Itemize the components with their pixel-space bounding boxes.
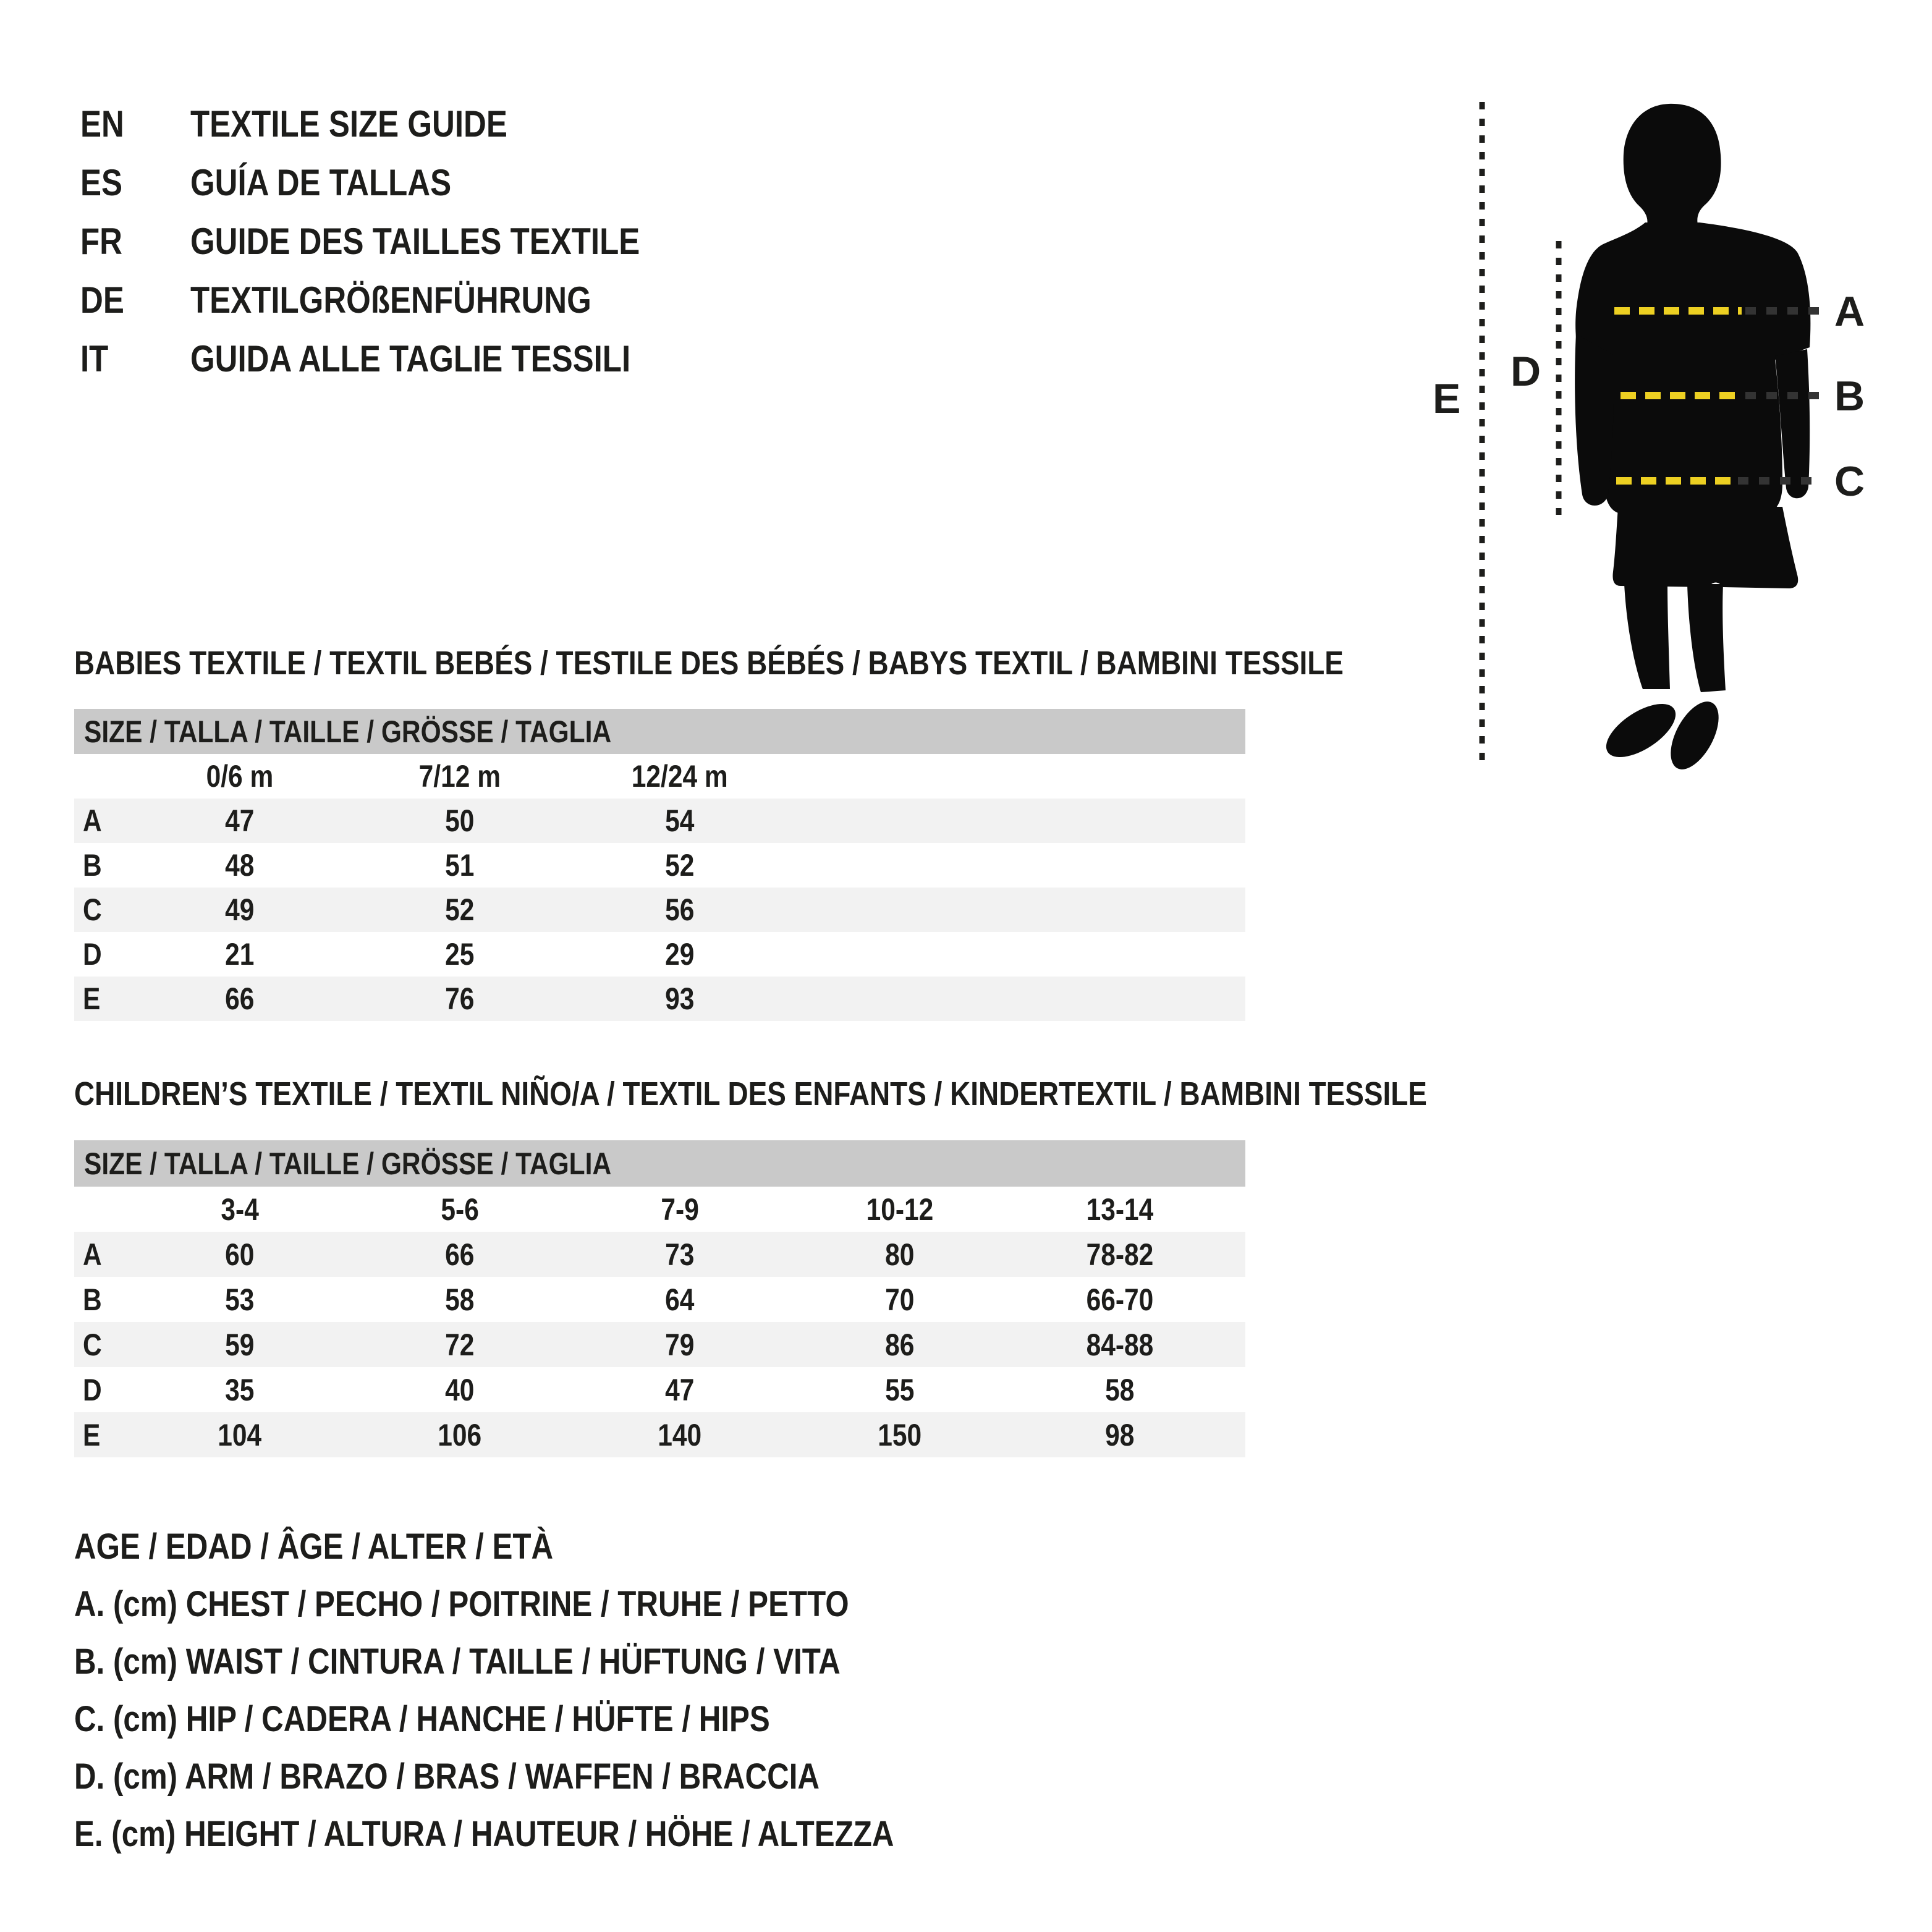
children-section-title: CHILDREN’S TEXTILE / TEXTIL NIÑO/A / TEXTIL DES ENFANTS / KINDERTEXTIL / BAMBINI TESSILE [74, 1075, 1427, 1112]
language-code: DE [80, 279, 124, 321]
children-size-table [74, 1140, 1245, 1457]
language-row-de [80, 271, 719, 329]
babies-section-title: BABIES TEXTILE / TEXTIL BEBÉS / TESTILE DES BÉBÉS / BABYS TEXTIL / BAMBINI TESSILE [74, 645, 1344, 682]
children-col-10-12: 10-12 [866, 1192, 934, 1227]
children-col-7-9: 7-9 [661, 1192, 699, 1227]
language-title: GUÍA DE TALLAS [190, 162, 452, 203]
babies-size-header-bar: SIZE / TALLA / TAILLE / GRÖSSE / TAGLIA [74, 709, 1245, 754]
language-row-en [80, 95, 719, 153]
table-row-b: B 53 58 64 70 66-70 [83, 1282, 1154, 1317]
babies-col-0-6m: 0/6 m [206, 759, 274, 794]
children-col-13-14: 13-14 [1086, 1192, 1154, 1227]
table-row-a: A 47 50 54 [74, 799, 1245, 843]
figure-label-c: C [1834, 458, 1865, 505]
children-col-3-4: 3-4 [221, 1192, 259, 1227]
table-row-b: B 48 51 52 [83, 848, 695, 883]
language-code: IT [80, 338, 109, 379]
figure-label-e: E [1433, 375, 1461, 422]
language-title: TEXTILGRÖßENFÜHRUNG [190, 279, 591, 321]
babies-column-header-row [74, 754, 1245, 799]
children-col-5-6: 5-6 [441, 1192, 479, 1227]
language-title-block [80, 95, 719, 388]
table-row-c: C 49 52 56 [74, 888, 1245, 932]
table-row-e: E 66 76 93 [74, 977, 1245, 1021]
babies-col-7-12m: 7/12 m [418, 759, 501, 794]
table-row-d: D 35 40 47 55 58 [83, 1372, 1135, 1407]
table-row-a: A 60 66 73 80 78-82 [74, 1232, 1245, 1277]
figure-label-b: B [1834, 373, 1865, 420]
legend-chest: A. (cm) CHEST / PECHO / POITRINE / TRUHE / PETTO [74, 1584, 849, 1624]
language-row-es [80, 153, 719, 212]
table-row-c: C 59 72 79 86 84-88 [74, 1322, 1245, 1367]
children-size-header-bar: SIZE / TALLA / TAILLE / GRÖSSE / TAGLIA [74, 1140, 1245, 1187]
language-code: FR [80, 221, 122, 262]
legend-height: E. (cm) HEIGHT / ALTURA / HAUTEUR / HÖHE / ALTEZZA [74, 1814, 894, 1854]
legend-age: AGE / EDAD / ÂGE / ALTER / ETÀ [74, 1527, 554, 1567]
language-title: GUIDE DES TAILLES TEXTILE [190, 221, 640, 262]
figure-label-a: A [1834, 288, 1865, 335]
language-row-it [80, 329, 719, 388]
language-title: GUIDA ALLE TAGLIE TESSILI [190, 338, 631, 379]
table-row-d: D 21 25 29 [83, 937, 695, 972]
babies-size-table [74, 709, 1245, 1021]
child-silhouette-icon [1575, 104, 1810, 777]
babies-col-12-24m: 12/24 m [632, 759, 728, 794]
legend-hip: C. (cm) HIP / CADERA / HANCHE / HÜFTE / HIPS [74, 1699, 770, 1739]
language-code: EN [80, 103, 124, 145]
language-code: ES [80, 162, 123, 203]
children-column-header-row [74, 1187, 1245, 1232]
legend-waist: B. (cm) WAIST / CINTURA / TAILLE / HÜFTUNG / VITA [74, 1642, 841, 1682]
table-row-e: E 104 106 140 150 98 [74, 1412, 1245, 1457]
measurement-legend [74, 1518, 1039, 1863]
language-row-fr [80, 212, 719, 271]
language-title: TEXTILE SIZE GUIDE [190, 103, 507, 145]
legend-arm: D. (cm) ARM / BRAZO / BRAS / WAFFEN / BRACCIA [74, 1756, 820, 1797]
figure-label-d: D [1510, 348, 1541, 395]
